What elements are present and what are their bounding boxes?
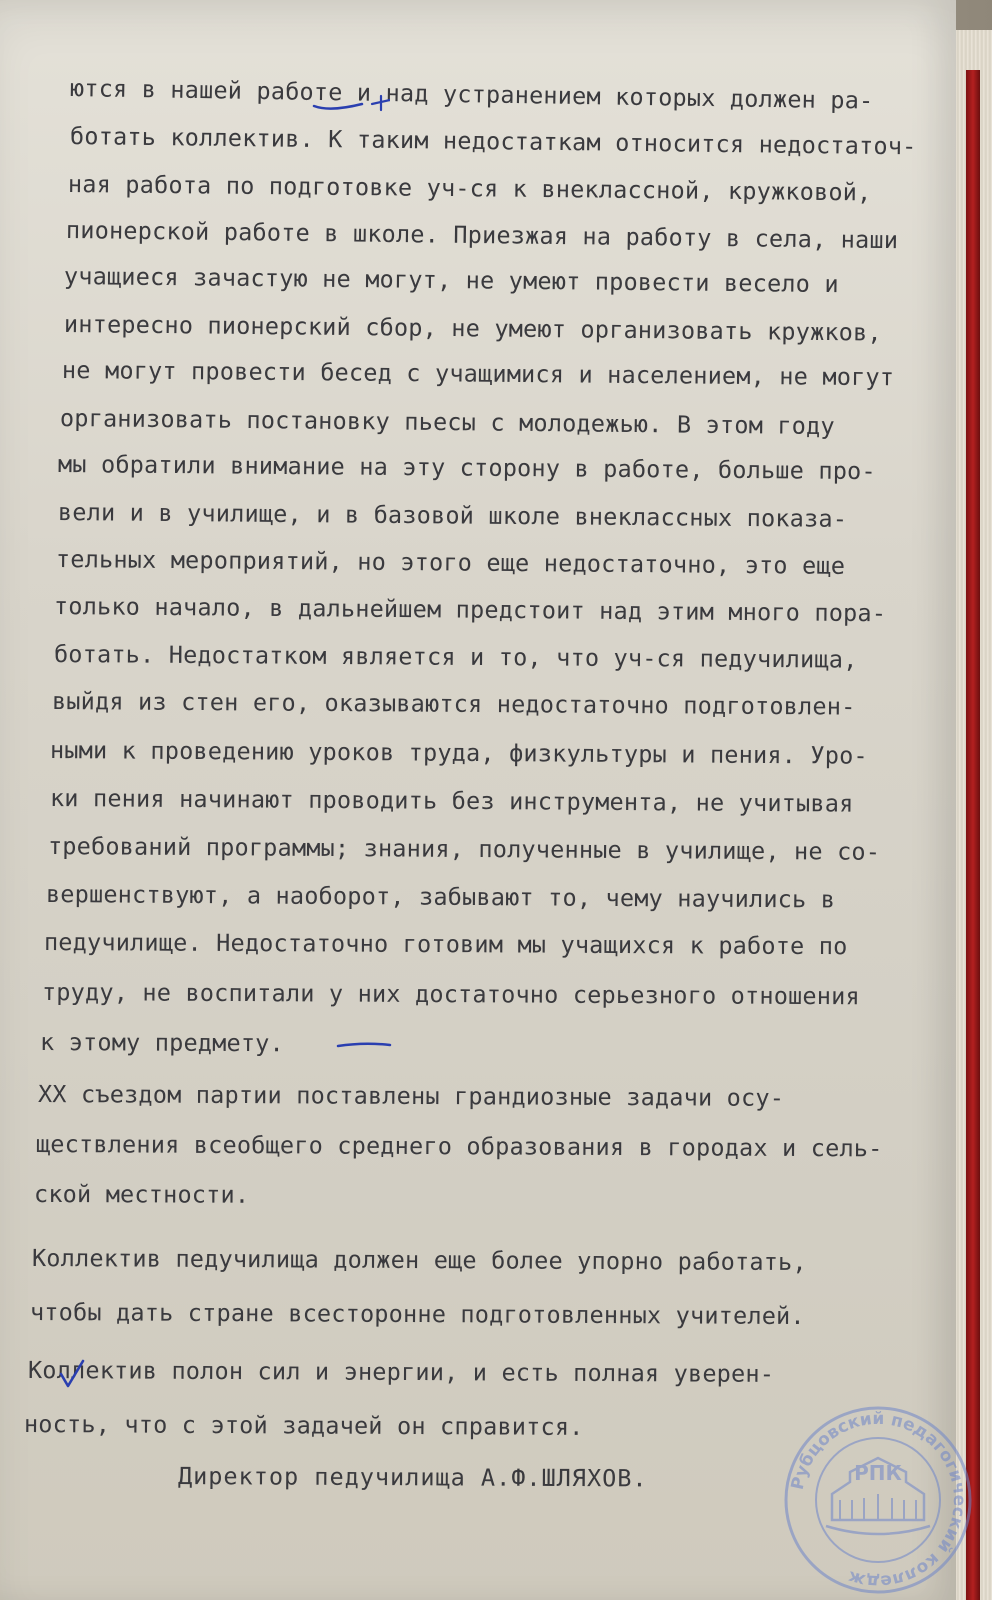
text-line: ными к проведению уроков труда, физкультуры и пения. Уро- xyxy=(49,736,868,770)
text-line: ная работа по подготовке уч-ся к внеклассной, кружковой, xyxy=(67,170,872,207)
text-line: Коллектив полон сил и энергии, и есть полная уверен- xyxy=(27,1356,775,1388)
director-signature-line: Директор педучилища А.Ф.ШЛЯХОВ. xyxy=(177,1462,648,1493)
text-line: тельных мероприятий, но этого еще недостаточно, это еще xyxy=(55,545,846,580)
text-line: интересно пионерский сбор, не умеют организовать кружков, xyxy=(63,310,882,347)
text-line: к этому предмету. xyxy=(39,1028,284,1058)
stamp-abbreviation: РПК xyxy=(854,1461,902,1485)
text-line: учащиеся зачастую не могут, не умеют провести весело и xyxy=(63,262,839,299)
text-line: вершенствуют, а наоборот, забывают то, чему научились в xyxy=(45,880,836,914)
text-line: пионерской работе в школе. Приезжая на работу в села, наши xyxy=(65,216,899,255)
text-line: Коллектив педучилища должен еще более упорно работать, xyxy=(31,1244,807,1277)
stamp-ring-text: Рубцовский педагогический колледж xyxy=(787,1408,970,1592)
text-line: только начало, в дальнейшем предстоит над этим много пора- xyxy=(53,592,887,628)
text-line: организовать постановку пьесы с молодежью. В этом году xyxy=(59,404,835,441)
book-cover-edge xyxy=(966,70,980,1600)
text-line: XX съездом партии поставлены грандиозные задачи осу- xyxy=(37,1080,785,1112)
text-line: ботать коллектив. К таким недостаткам относится недостаточ- xyxy=(69,122,917,161)
text-line: ской местности. xyxy=(33,1180,250,1209)
text-line: ются в нашей работе и над устранением которых должен ра- xyxy=(69,74,874,115)
text-line: вели и в училище, и в базовой школе внеклассных показа- xyxy=(57,498,848,533)
text-line: требований программы; знания, полученные в училище, не со- xyxy=(47,832,881,866)
text-line: выйдя из стен его, оказываются недостаточно подготовлен- xyxy=(51,687,856,721)
text-line: мы обратили внимание на эту сторону в работе, больше про- xyxy=(57,450,876,486)
college-stamp xyxy=(780,1402,976,1598)
text-line: ность, что с этой задачей он справится. xyxy=(23,1410,584,1441)
text-line: чтобы дать стране всесторонне подготовленных учителей. xyxy=(29,1298,805,1331)
text-line: не могут провести бесед с учащимися и населением, не могут xyxy=(61,356,895,392)
text-line: педучилище. Недостаточно готовим мы учащихся к работе по xyxy=(43,928,848,961)
text-line: ки пения начинают проводить без инструмента, не учитывая xyxy=(49,784,854,818)
text-line: ботать. Недостатком является и то, что уч-ся педучилища, xyxy=(53,640,858,674)
text-line: труду, не воспитали у них достаточно серьезного отношения xyxy=(41,978,860,1011)
text-line: ществления всеобщего среднего образования в городах и сель- xyxy=(35,1130,883,1163)
